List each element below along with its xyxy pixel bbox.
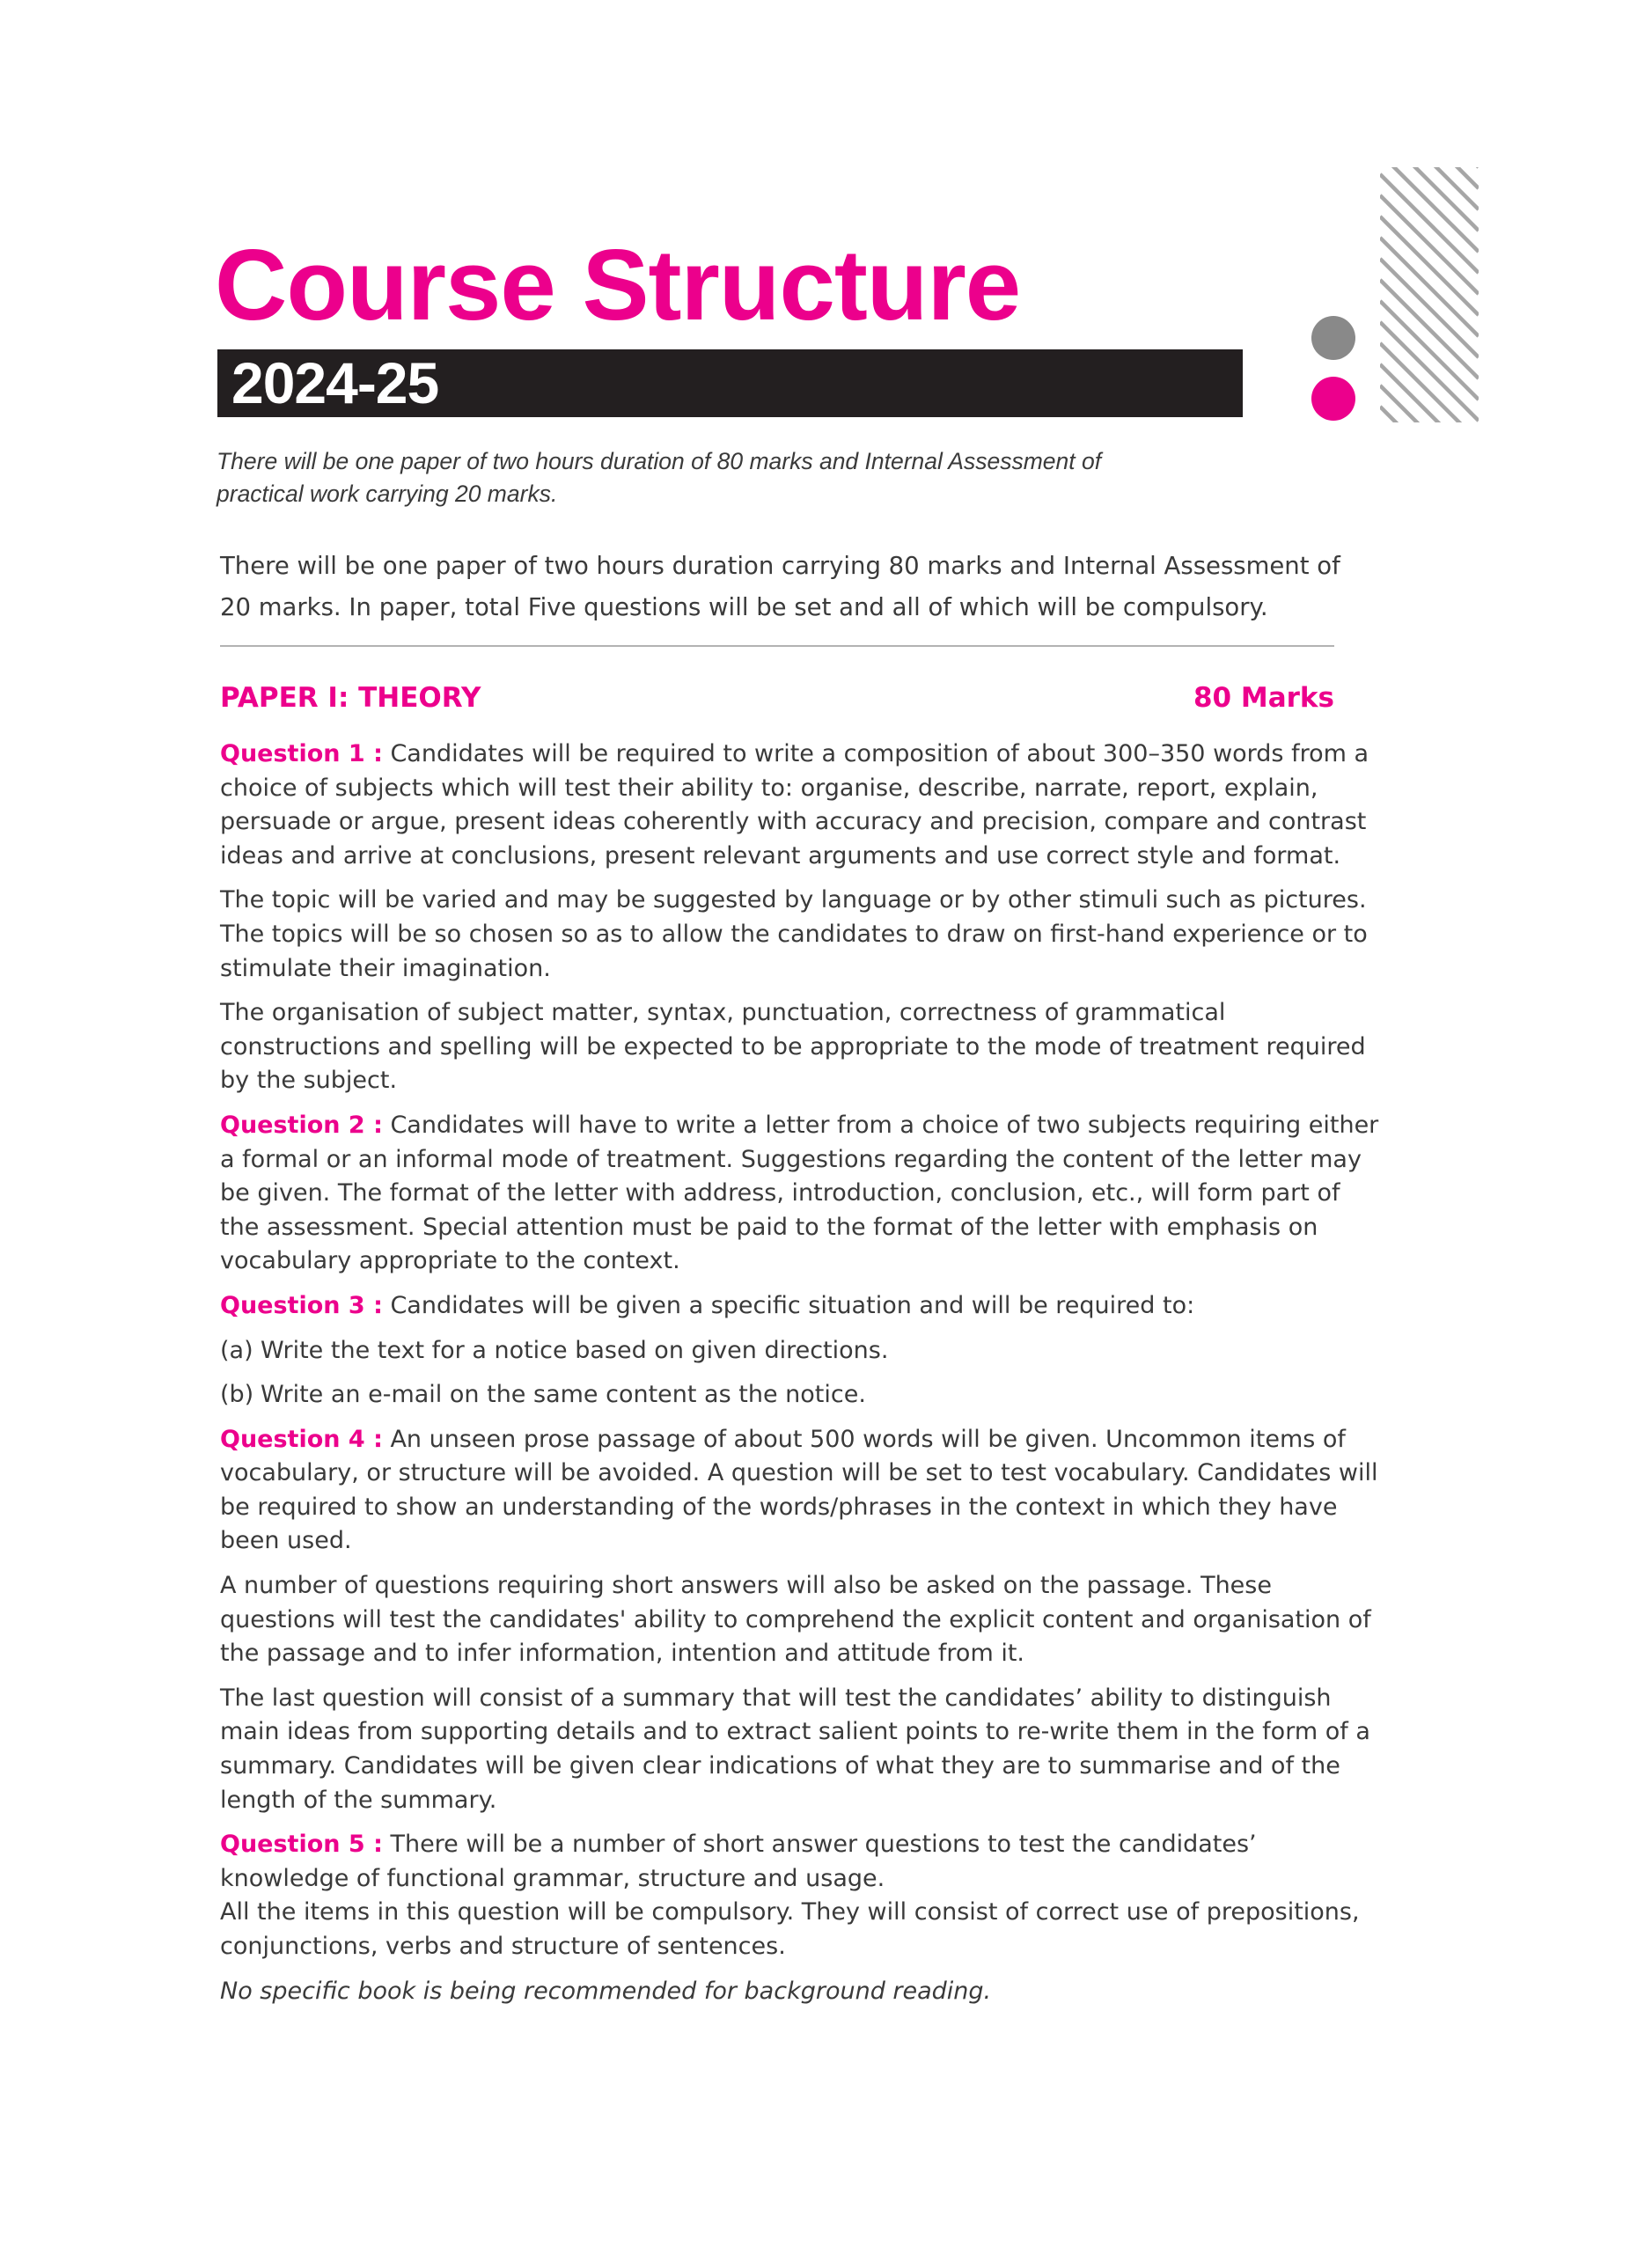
question-label: Question 1 : [220,740,383,767]
reading-note: No specific book is being recommended for background reading. [220,1977,992,2005]
question-label: Question 2 : [220,1111,383,1139]
pink-dot [1311,377,1355,421]
question-5-paragraph: All the items in this question will be compulsory. They will consist of correct use of prepositions, conjunctions, verbs and structure of sentences. [220,1898,1360,1960]
question-text: There will be a number of short answer questions to test the candidates’ knowledge of functional grammar, structure and usage. [220,1831,1257,1892]
question-4-paragraph: A number of questions requiring short answers will also be asked on the passage. These questions will test the candidates' ability to comprehend the explicit content and organisation of the passage and to infer information, intention and attitude from it. [220,1572,1371,1668]
intro-line: There will be one paper of two hours duration carrying 80 marks and Internal Assessment of [220,552,1340,580]
list-item [220,1378,1382,1413]
question-text: An unseen prose passage of about 500 words will be given. Uncommon items of vocabulary, or structure will be avoided. A question will be set to test vocabulary. Candidates will be required to show an understanding of the words/phrases in the context in which they have been used. [220,1425,1378,1555]
diagonal-stripes [1380,167,1479,422]
question-1 [220,738,1382,873]
intro-line: 20 marks. In paper, total Five questions will be set and all of which will be compulsory. [220,593,1268,621]
question-text: Candidates will be given a specific situation and will be required to: [382,1291,1195,1319]
question-3 [220,1289,1382,1324]
page-title: Course Structure [215,230,1021,341]
question-1-paragraph: The organisation of subject matter, syntax, punctuation, correctness of grammatical constructions and spelling will be expected to be appropriate to the mode of treatment required by the subject. [220,999,1366,1095]
year-banner [217,349,1243,417]
decorative-graphic [1311,167,1479,422]
question-list [220,738,1382,2019]
question-2 [220,1109,1382,1279]
divider [220,645,1334,647]
list-item [220,1334,1382,1369]
list-item-label: (a) [220,1336,253,1364]
paper-heading [220,678,1334,718]
intro-italic-note: There will be one paper of two hours duration of 80 marks and Internal Assessment of practical work carrying 20 marks. [217,448,1102,507]
question-label: Question 5 : [220,1831,383,1859]
list-item-label: (b) [220,1381,254,1409]
question-4-paragraph: The last question will consist of a summary that will test the candidates’ ability to distinguish main ideas from supporting details and to extract salient points to re-write them in the form of a summary. Candidates will be given clear indications of what they are to summarise and of the length of the summary. [220,1684,1370,1814]
question-5 [220,1828,1382,1896]
paper-title: PAPER I: THEORY [220,682,481,714]
list-item-text: Write the text for a notice based on given directions. [261,1336,889,1364]
question-4 [220,1423,1382,1559]
year-label: 2024-25 [231,350,439,415]
paper-marks: 80 Marks [1193,682,1334,714]
question-text: Candidates will have to write a letter from a choice of two subjects requiring either a formal or an informal mode of treatment. Suggestions regarding the content of the letter may be given. The format of the letter with address, introduction, conclusion, etc., will form part of the assessment. Special attention must be paid to the format of the letter with emphasis on vocabulary appropriate to the context. [220,1111,1379,1275]
question-1-paragraph: The topic will be varied and may be suggested by language or by other stimuli such as pictures. The topics will be so chosen so as to allow the candidates to draw on first-hand experience or to stimulate their imagination. [220,886,1368,982]
question-label: Question 3 : [220,1291,383,1319]
question-text: Candidates will be required to write a composition of about 300–350 words from a choice of subjects which will test their ability to: organise, describe, narrate, report, explain, persuade or argue, present ideas coherently with accuracy and precision, compare and contrast ideas and arrive at conclusions, present relevant arguments and use correct style and format. [220,740,1369,870]
grey-dot [1311,316,1355,360]
question-label: Question 4 : [220,1425,383,1453]
list-item-text: Write an e-mail on the same content as the notice. [261,1381,866,1409]
intro-paragraph [220,546,1364,628]
